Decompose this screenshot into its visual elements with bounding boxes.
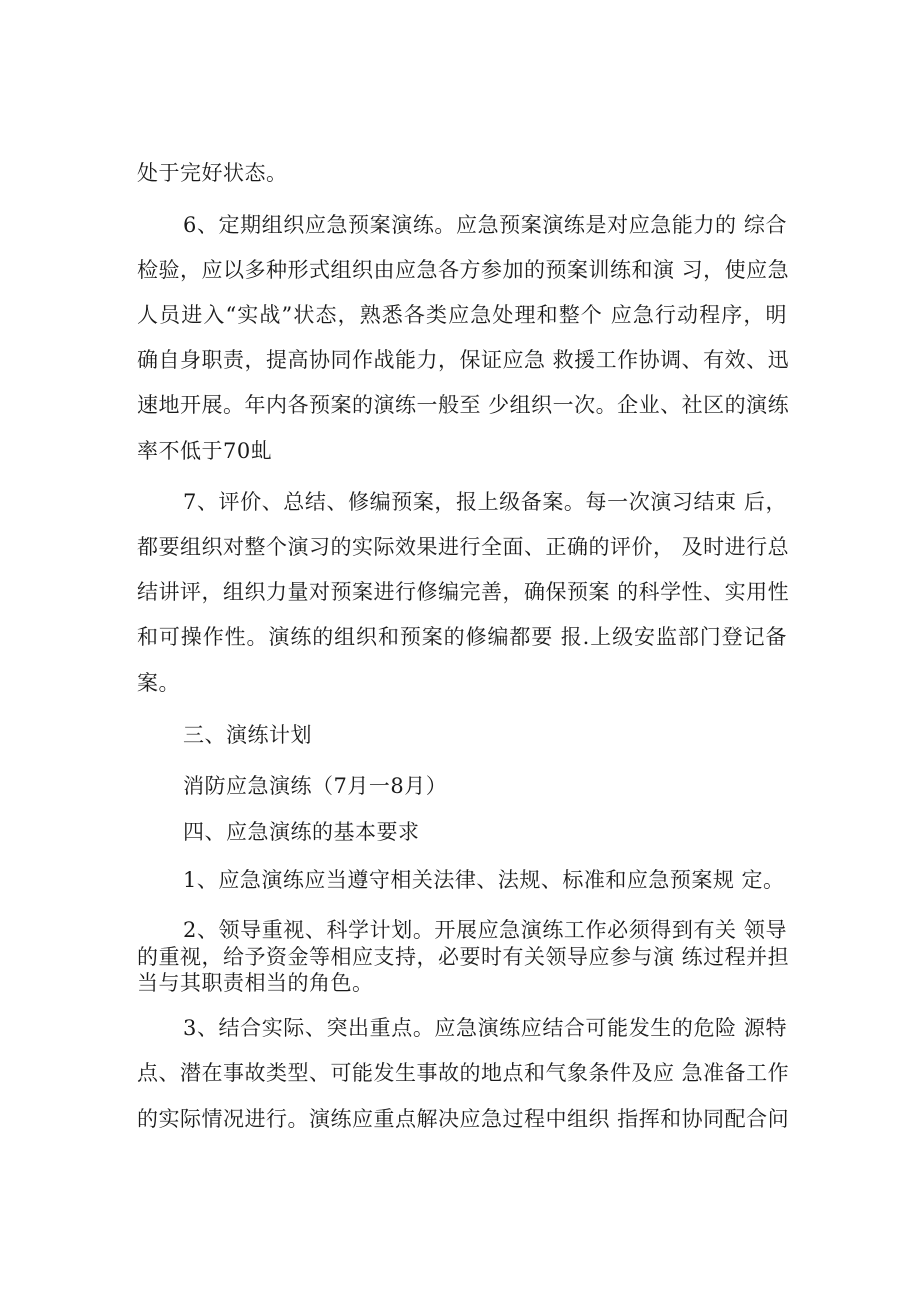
text-line: 检验，应以多种形式组织由应急各方参加的预案训练和演 习，使应急: [137, 258, 790, 282]
text-line: 人员进入“实战”状态，熟悉各类应急处理和整个 应急行动程序，明: [137, 303, 787, 327]
text-line: 速地开展。年内各预案的演练一般至 少组织一次。企业、社区的演练: [137, 393, 790, 417]
text-line: 2、领导重视、科学计划。开展应急演练工作必须得到有关 领导: [183, 918, 787, 942]
text-line: 点、潜在事故类型、可能发生事故的地点和气象条件及应 急准备工作: [137, 1061, 790, 1085]
text-line: 当与其职责相当的角色。: [137, 971, 374, 995]
text-line: 7、评价、总结、修编预案，报上级备案。每一次演习结束 后，: [183, 490, 787, 514]
section-heading: 三、演练计划: [183, 723, 312, 747]
section-heading: 四、应急演练的基本要求: [183, 820, 420, 844]
text-line: 确自身职责，提高协同作战能力，保证应急 救援工作协调、有效、迅: [137, 348, 790, 372]
text-line: 1、应急演练应当遵守相关法律、法规、标准和应急预案规 定。: [183, 868, 785, 892]
text-line: 的实际情况进行。演练应重点解决应急过程中组织 指挥和协同配合问: [137, 1107, 790, 1131]
text-line: 率不低于70虬: [137, 439, 273, 463]
text-line: 处于完好状态。: [137, 161, 288, 185]
text-line: 消防应急演练（7月一8月）: [183, 774, 448, 798]
text-line: 的重视，给予资金等相应支持，必要时有关领导应参与演 练过程并担: [137, 945, 790, 969]
text-line: 结讲评，组织力量对预案进行修编完善，确保预案 的科学性、实用性: [137, 580, 790, 604]
text-line: 都要组织对整个演习的实际效果进行全面、正确的评价， 及时进行总: [137, 535, 790, 559]
text-line: 3、结合实际、突出重点。应急演练应结合可能发生的危险 源特: [183, 1016, 787, 1040]
text-line: 6、定期组织应急预案演练。应急预案演练是对应急能力的 综合: [183, 213, 787, 237]
text-line: 和可操作性。演练的组织和预案的修编都要 报.上级安监部门登记备: [137, 625, 787, 649]
text-line: 案。: [137, 671, 180, 695]
